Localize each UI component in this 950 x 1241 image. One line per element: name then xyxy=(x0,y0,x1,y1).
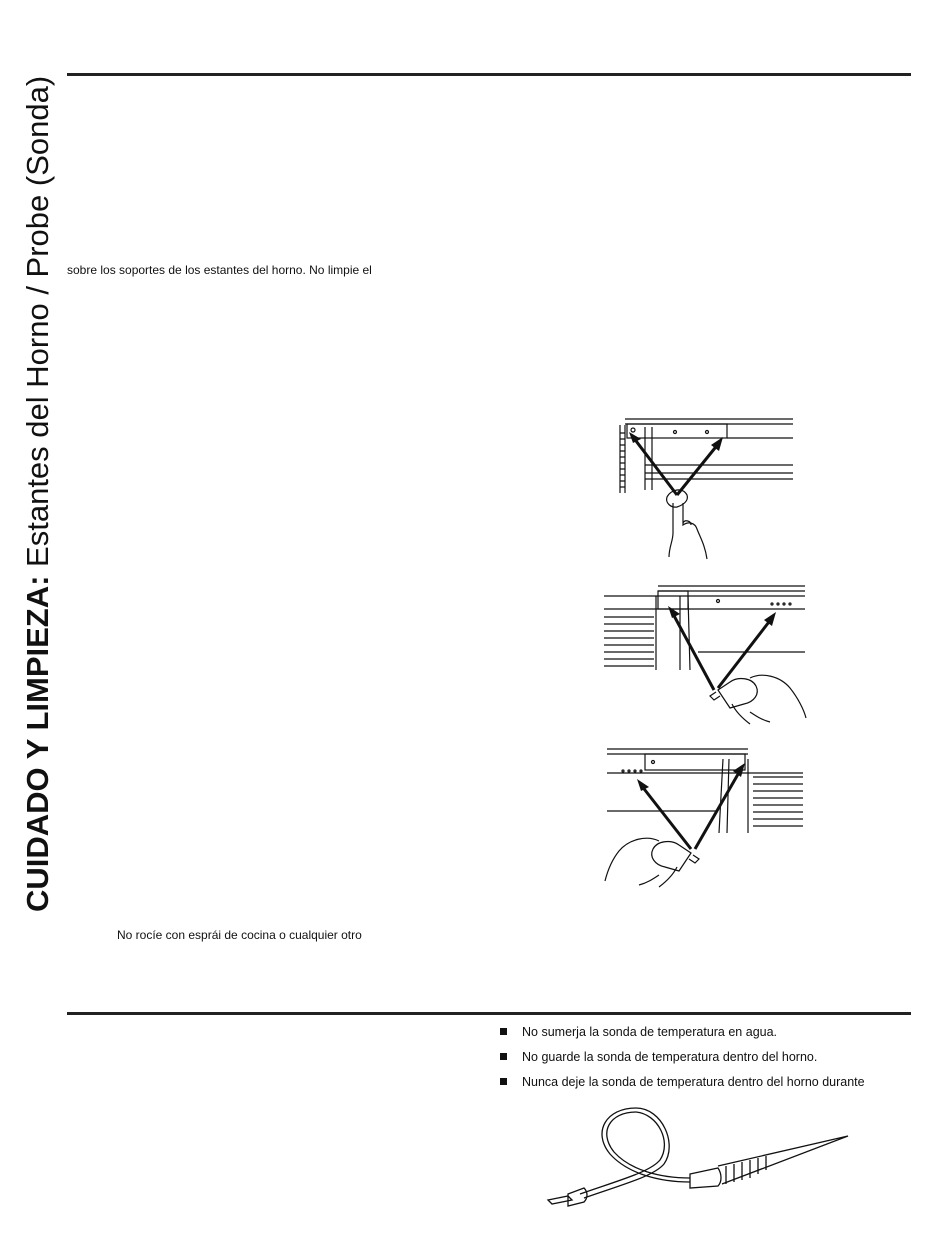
rack-text-line-1: sobre los soportes de los estantes del horno. No limpie el xyxy=(67,263,372,277)
bullet-square-icon xyxy=(500,1053,507,1060)
bullet-square-icon xyxy=(500,1078,507,1085)
side-title-rest: Estantes del Horno / Probe (Sonda) xyxy=(20,75,55,576)
lubricating-left-rack-support-figure xyxy=(600,582,810,732)
bullet-square-icon xyxy=(500,1028,507,1035)
probe-care-list xyxy=(500,1024,865,1099)
list-item: No guarde la sonda de temperatura dentro del horno. xyxy=(500,1049,865,1074)
rack-text-line-2: No rocíe con esprái de cocina o cualquier otro xyxy=(117,928,362,942)
list-item: No sumerja la sonda de temperatura en agua. xyxy=(500,1024,865,1049)
temperature-probe-figure xyxy=(540,1108,855,1208)
section-rule xyxy=(67,1012,911,1015)
list-item: Nunca deje la sonda de temperatura dentro del horno durante xyxy=(500,1074,865,1099)
finger-wiping-rack-support-figure xyxy=(615,415,800,565)
side-title xyxy=(18,40,58,912)
side-title-bold: CUIDADO Y LIMPIEZA: xyxy=(20,575,55,912)
top-rule xyxy=(67,73,911,76)
lubricating-right-rack-support-figure xyxy=(603,745,808,897)
